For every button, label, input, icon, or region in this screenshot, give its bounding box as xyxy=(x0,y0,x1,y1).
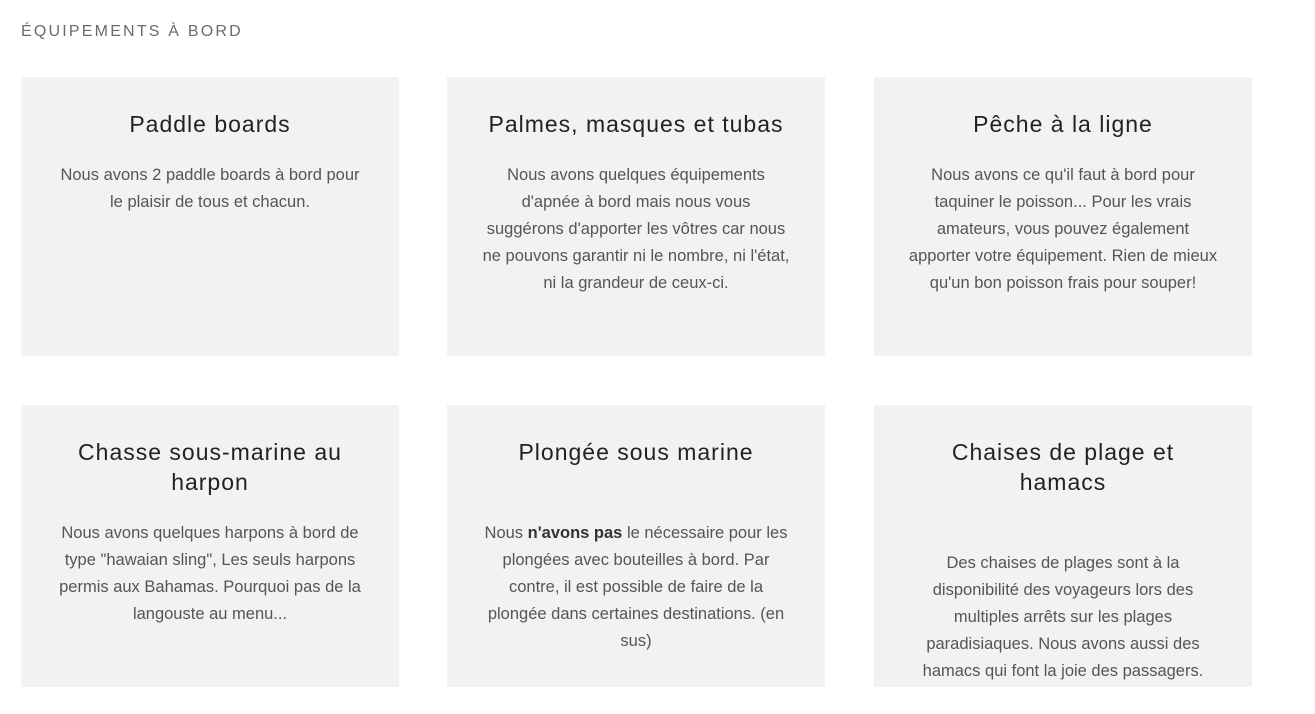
card-fishing xyxy=(874,77,1252,356)
card-paddle-boards xyxy=(21,77,399,356)
card-title: Paddle boards xyxy=(129,111,291,137)
section-title: ÉQUIPEMENTS À BORD xyxy=(21,23,243,40)
card-description: Nous avons quelques harpons à bord de type "hawaian sling", Les seuls harpons permis aux Bahamas. Pourquoi pas de la langouste au menu... xyxy=(59,524,361,623)
card-description-emphasis: n'avons pas xyxy=(527,524,623,542)
card-description: Nous avons ce qu'il faut à bord pour taquiner le poisson... Pour les vrais amateurs, vous pouvez également apporter votre équipement. Rien de mieux qu'un bon poisson frais pour souper! xyxy=(908,166,1218,292)
card-snorkeling xyxy=(447,77,825,356)
card-spearfishing xyxy=(21,405,399,687)
card-title: Palmes, masques et tubas xyxy=(488,111,784,137)
card-scuba-diving xyxy=(447,405,825,687)
card-description-start: Nous xyxy=(484,524,528,542)
card-description-end: le nécessaire pour les plongées avec bouteilles à bord. Par contre, il est possible de faire de la plongée dans certaines destinations. (en sus) xyxy=(487,524,788,650)
card-title: Chaises de plage et hamacs xyxy=(951,439,1175,495)
card-title: Chasse sous-marine au harpon xyxy=(78,439,342,495)
card-title: Plongée sous marine xyxy=(518,439,754,465)
card-beach-chairs-hammocks xyxy=(874,405,1252,687)
card-description: Des chaises de plages sont à la disponibilité des voyageurs lors des multiples arrêts sur les plages paradisiaques. Nous avons aussi des hamacs qui font la joie des passagers. xyxy=(922,554,1204,680)
card-description xyxy=(481,520,791,655)
card-description: Nous avons quelques équipements d'apnée à bord mais nous vous suggérons d'apporter les vôtres car nous ne pouvons garantir ni le nombre, ni l'état, ni la grandeur de ceux-ci. xyxy=(482,166,790,292)
card-title: Pêche à la ligne xyxy=(973,111,1153,137)
card-description: Nous avons 2 paddle boards à bord pour le plaisir de tous et chacun. xyxy=(60,166,360,211)
